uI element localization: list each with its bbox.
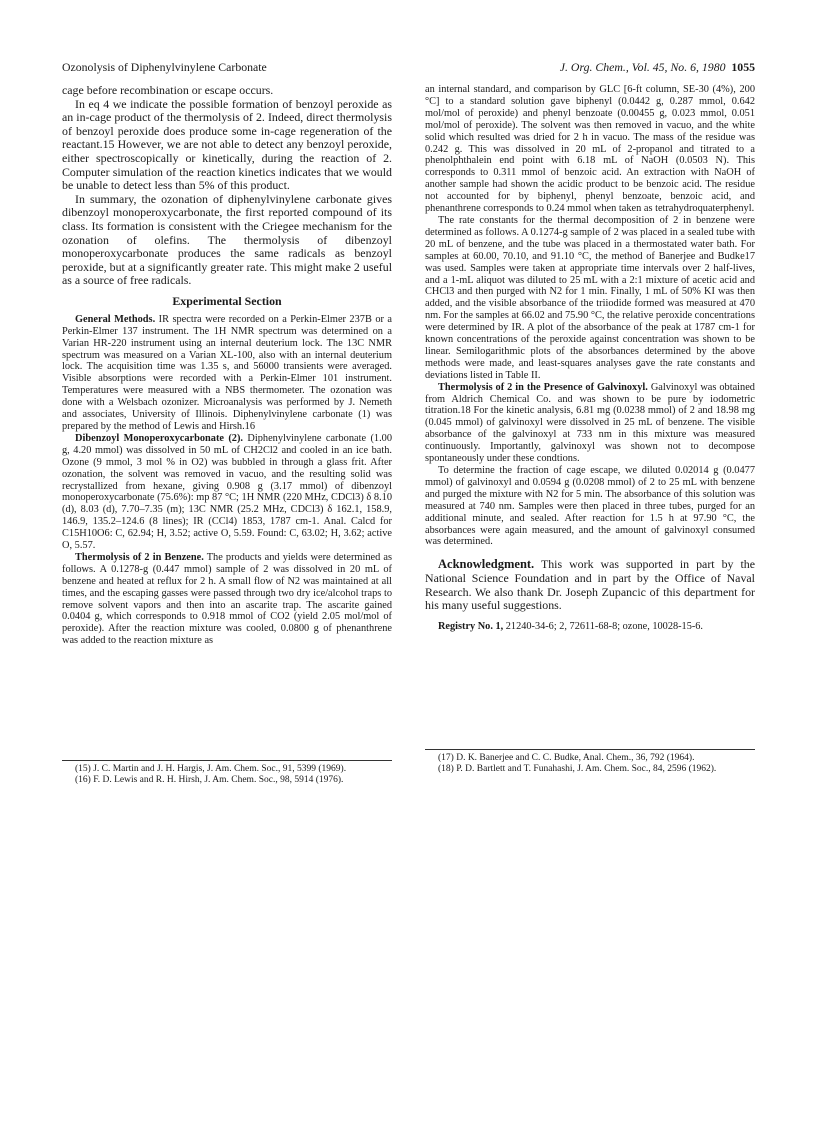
footnotes-left [62,760,392,786]
section-title: Experimental Section [172,293,282,308]
acknowledgment [425,558,755,612]
acknowledgment-text: This work was supported in part by the National Science Foundation and in part by the Office of Naval Research. We also thank Dr. Joseph Zupancic of this department for his many useful suggestions. [425,557,755,613]
run-in-head: Thermolysis of 2 in Benzene. [75,551,204,563]
right-column [425,84,755,633]
paragraph: cage before recombination or escape occurs. [62,83,274,97]
run-in-head: Dibenzoyl Monoperoxycarbonate (2). [75,432,244,444]
paragraph-general-methods [62,314,392,433]
registry-head: Registry No. 1, [438,620,504,632]
paragraph-text: Diphenylvinylene carbonate (1.00 g, 4.20 mmol) was dissolved in 50 mL of CH2Cl2 and cooled in an ice bath. Ozone (9 mmol, 3 mol % in O2) was bubbled in through a glass frit. After ozonation, the solvent was removed in vacuo, and the resulting solid was recrystallized from hexane, giving 0.908 g (3.17 mmol) of dibenzoyl monoperoxycarbonate (75.6%): mp 87 °C; 1H NMR (220 MHz, CDCl3) δ 8.10 (d), 8.03 (d), 7.70–7.35 (m); 13C NMR (25.2 MHz, CDCl3) δ 162.1, 158.9, 146.9, 135.2–124.6 (8 lines); IR (CCl4) 1853, 1787 cm-1. Anal. Calcd for C15H10O6: C, 62.94; H, 3.52; active O, 5.59. Found: C, 63.02; H, 3.62; active O, 5.57. [62,432,392,552]
footnote-16: (16) F. D. Lewis and R. H. Hirsh, J. Am. Chem. Soc., 98, 5914 (1976). [75,775,344,785]
left-column [62,84,392,647]
paragraph-text: Galvinoxyl was obtained from Aldrich Chemical Co. and was shown to be pure by iodometric titration.18 For the kinetic analysis, 6.81 mg (0.0238 mmol) of 2 and 18.98 mg (0.045 mmol) of galvinoxyl were dissolved in 25 mL of benzene. The visible absorbance of the galvinoxyl at 733 nm in this mixture was measured continuously. Importantly, galvinoxyl was shown not to decompose spontaneously under these condtions. [425,381,755,465]
footnotes-right [425,749,755,775]
paragraph-thermolysis [62,552,392,647]
footnote-rule [425,749,755,750]
run-in-head: General Methods. [75,313,156,325]
journal-citation [560,60,755,75]
run-in-head: Thermolysis of 2 in the Presence of Galvinoxyl. [438,381,648,393]
journal-name: J. Org. Chem., Vol. 45, No. 6, 1980 [559,60,726,74]
paragraph: To determine the fraction of cage escape, we diluted 0.02014 g (0.0477 mmol) of galvinoxyl and 0.0594 g (0.0208 mmol) of 2 to 25 mL with benzene and purged the mixture with N2 for 5 min. The absorbance of this solution was measured at 740 nm. Samples were then placed in three tubes, purged for an additional minute, and sealed. After reaction for 1.5 h at 97.90 °C, the absorbances were again measured, and the amount of galvinoxyl consumed was determined. [425,465,755,548]
paragraph-dibenzoyl [62,433,392,552]
page-number: 1055 [731,60,755,74]
paragraph: an internal standard, and comparison by GLC [6-ft column, SE-30 (4%), 200 °C] to a standard solution gave biphenyl (0.0442 g, 0.287 mmol, 0.642 mol/mol of peroxide) and phenyl benzoate (0.00455 g, 0.023 mmol, 0.051 mol/mol of peroxide). The solvent was then removed in vacuo, and the white solid which resulted was dried for 2 h in vacuo. The mass of the residue was 0.242 g. This was dissolved in 20 mL of 2-propanol and titrated to a phenolphthalein end point with 6.18 mL of NaOH (0.0503 N). This corresponds to 0.311 mmol of benzoic acid. An extraction with NaOH of another sample had shown the acidic product to be benzoic acid. The residue not accounted for by biphenyl, phenyl benzoate, benzoic acid, and phenanthrene corresponds to 0.24 mmol when taken as tetrahydroquaterphenyl. [425,84,755,215]
paragraph-galvinoxyl [425,382,755,465]
running-title: Ozonolysis of Diphenylvinylene Carbonate [62,60,267,74]
paragraph-text: IR spectra were recorded on a Perkin-Elmer 237B or a Perkin-Elmer 137 instrument. The 1H NMR spectrum was determined on a Varian HR-220 instrument using an internal deuterium lock. The 13C NMR spectrum was measured on a Varian XL-100, also with an internal deuterium lock. The acquisition time was 1.35 s, and 56000 transients were averaged. Visible absorptions were recorded with a Perkin-Elmer 101 instrument. Temperatures were measured with a NBS thermometer. The ozonation was done with a Welsbach ozonizer. Microanalysis was performed by J. Nemeth and associates, University of Illinois. Diphenylvinylene carbonate (1) was prepared by the method of Lewis and Hirsh.16 [62,313,392,432]
running-header [62,60,755,76]
paragraph: The rate constants for the thermal decomposition of 2 in benzene were determined as follows. A 0.1274-g sample of 2 was placed in a sealed tube with 20 mL of benzene, and the tube was placed in a thermostated water bath. For samples at 60.00, 70.10, and 91.10 °C, the method of Banerjee and Budke17 was used. Samples were taken at appropriate time intervals over 2 half-lives, and a 1-mL aliquot was diluted to 25 mL with a 2:1 mixture of acetic acid and CHCl3 and then purged with N2 for 1 min. Finally, 1 mL of 50% KI was then added, and the visible absorbance of the triiodide formed was measured at 470 nm. For the samples at 66.02 and 75.90 °C, the relative peroxide concentrations were determined by IR. A plot of the absorbance of the peak at 1787 cm-1 for known concentrations of the peroxide against concentration was shown to be linear. Semilogarithmic plots of the absorbances determined by the above methods were made, and least-squares analyses gave the rate constants and deviations listed in Table II. [425,214,755,381]
footnote-rule [62,760,392,761]
paragraph-text: The products and yields were determined as follows. A 0.1278-g (0.447 mmol) sample of 2 was dissolved in 20 mL of benzene and heated at reflux for 2 h. A small flow of N2 was maintained at all times, and the escaping gasses were passed through two dry ice/alcohol traps to remove solvent vapors and then into an ascarite trap. The ascarite gained 0.0404 g, which corresponds to 0.918 mmol of CO2 (yield 2.05 mol/mol of peroxide). After the reaction mixture was cooled, 0.0800 g of phenanthrene was added to the reaction mixture as [62,551,392,647]
footnote-18: (18) P. D. Bartlett and T. Funahashi, J. Am. Chem. Soc., 84, 2596 (1962). [438,764,717,774]
footnote-17: (17) D. K. Banerjee and C. C. Budke, Anal. Chem., 36, 792 (1964). [438,753,695,763]
registry-text: 21240-34-6; 2, 72611-68-8; ozone, 10028-15-6. [503,620,704,632]
registry-numbers [425,621,755,633]
paragraph: In summary, the ozonation of diphenylvinylene carbonate gives dibenzoyl monoperoxycarbonate, the first reported compound of its class. Its formation is consistent with the Criegee mechanism for the ozonation of olefins. The thermolysis of dibenzoyl monoperoxycarbonate produces the same radicals as benzoyl peroxide, but at a significantly greater rate. This might make 2 useful as a source of free radicals. [62,191,392,288]
paragraph: In eq 4 we indicate the possible formation of benzoyl peroxide as an in-cage product of the thermolysis of 2. Indeed, direct thermolysis of benzoyl peroxide does produce some in-cage regeneration of the reactant.15 However, we are not able to detect any benzoyl peroxide, either spectroscopically or kinetically, during the reaction of 2. Computer simulation of the reaction kinetics indicates that we would be unable to detect less than 5% of this product. [62,96,392,193]
footnote-15: (15) J. C. Martin and J. H. Hargis, J. Am. Chem. Soc., 91, 5399 (1969). [75,764,347,774]
acknowledgment-head: Acknowledgment. [438,557,535,572]
